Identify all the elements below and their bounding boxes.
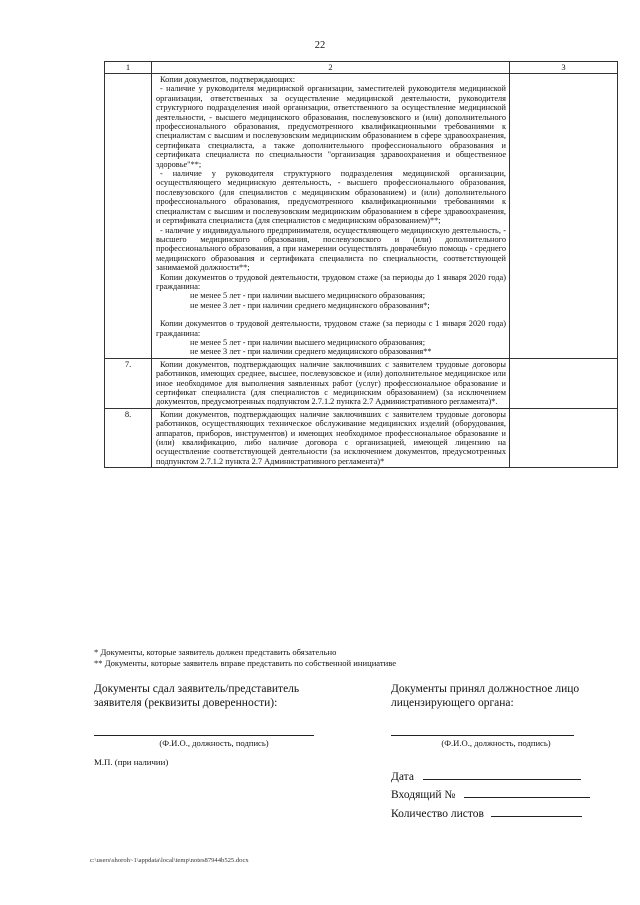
description-paragraph: не менее 3 лет - при наличии среднего медицинского образования*; (190, 300, 430, 310)
column-header-3: 3 (510, 62, 618, 74)
table-row (105, 408, 618, 467)
description-paragraph: Копии документов, подтверждающих: (160, 75, 296, 84)
notes-cell (510, 74, 618, 359)
description-paragraph: Копии документов о трудовой деятельности, трудовом стаже (за периоды с 1 января 2020 года) гражданина: (156, 319, 506, 338)
description-paragraph: - наличие у руководителя медицинской организации, заместителей руководителя медицинской организации, ответственных за осуществление медицинской деятельности, руководителя структурного подразделения иной организации, ответственного за осуществление медицинской деятельности, - высшего медицинского образования, послевузовского и (или) дополнительного профессионального образования, предусмотренного квалификационными требованиями к специалистам с высшим и послевузовским медицинским образованием в сфере здравоохранения, сертификата специалиста, а также дополнительного профессионального образования и сертификата специалиста по специальности "организация здравоохранения и общественное здоровье"**; (156, 84, 506, 169)
date-line (423, 768, 581, 780)
row-number: 8. (105, 408, 152, 467)
footnote-required: * Документы, которые заявитель должен представить обязательно (94, 647, 337, 657)
table-row (105, 358, 618, 408)
table-header-row (105, 62, 618, 74)
row-number (105, 74, 152, 359)
date-label: Дата (391, 771, 414, 783)
incoming-number-field (391, 786, 590, 801)
file-path: c:\users\shoroh~1\appdata\local\temp\notes87944b525.docx (90, 857, 249, 864)
notes-cell (510, 358, 618, 408)
row-number: 7. (105, 358, 152, 408)
received-by-caption: (Ф.И.О., должность, подпись) (441, 738, 551, 748)
submitted-by-label: Документы сдал заявитель/представитель заявителя (реквизиты доверенности): (94, 683, 300, 709)
incoming-number-line (464, 786, 590, 798)
description-paragraph: Копии документов, подтверждающих наличие заключивших с заявителем трудовые договоры работников, осуществляющих техническое обслуживание медицинских изделий (оборудования, аппаратов, приборов, инструментов) и имеющих необходимое профессиональное образование и (или) квалификацию, либо наличие договора с организацией, имеющей лицензию на осуществление соответствующей деятельности (за исключением документов, предусмотренных подпунктом 2.7.1.2 пункта 2.7 Административного регламента)* (156, 409, 506, 466)
column-header-1: 1 (105, 62, 152, 74)
sheets-count-line (491, 805, 582, 817)
description-paragraph: не менее 5 лет - при наличии высшего медицинского образования; (190, 337, 425, 347)
description-paragraph: не менее 5 лет - при наличии высшего медицинского образования; (190, 291, 425, 301)
notes-cell (510, 408, 618, 467)
description-paragraph: - наличие у индивидуального предпринимателя, осуществляющего медицинскую деятельность, - высшего медицинского образования, послевузовского и (или) дополнительного профессионального образования, а при намерении осуществлять доврачебную помощь - среднего медицинского образования и сертификата специалиста по специальности, соответствующей занимаемой должности**; (156, 225, 506, 273)
document-description-cell (152, 408, 510, 467)
date-field (391, 768, 581, 783)
description-paragraph: Копии документов, подтверждающих наличие заключивших с заявителем трудовые договоры работников, имеющих среднее, высшее, послевузовское и (или) дополнительное медицинское или иное необходимое для выполнения заявленных работ (услуг) профессиональное образование и сертификат специалиста (для специалистов с медицинским образованием) (за исключением документов, предусмотренных подпунктом 2.7.1.2 пункта 2.7 Административного регламента)*. (156, 359, 506, 407)
footnote-optional: ** Документы, которые заявитель вправе представить по собственной инициативе (94, 658, 397, 668)
submitted-by-signature-line (94, 735, 314, 736)
footnotes (94, 647, 614, 669)
table-row (105, 74, 618, 359)
description-paragraph: - наличие у руководителя структурного подразделения медицинской организации, осуществляющего медицинскую деятельность, - высшего профессионального образования, послевузовского (для специалистов с медицинским образованием) и (или) дополнительного профессионального образования, предусмотренного квалификационными требованиями к специалистам с высшим и послевузовским медицинским образованием в сфере здравоохранения, и сертификата специалиста (для специалистов с медицинским образованием)**; (156, 169, 506, 226)
sheets-count-field (391, 805, 582, 820)
incoming-number-label: Входящий № (391, 789, 456, 801)
submitted-by-caption: (Ф.И.О., должность, подпись) (159, 738, 269, 748)
received-by-signature-line (391, 735, 574, 736)
description-paragraph: не менее 3 лет - при наличии среднего медицинского образования** (190, 347, 432, 357)
received-by-label: Документы принял должностное лицо лицензирующего органа: (391, 683, 580, 709)
page-number: 22 (314, 40, 326, 51)
document-description-cell (152, 358, 510, 408)
documents-table (104, 61, 618, 468)
paragraph-spacer (156, 310, 506, 319)
column-header-2: 2 (152, 62, 510, 74)
sheets-count-label: Количество листов (391, 808, 484, 820)
document-description-cell (152, 74, 510, 359)
description-paragraph: Копии документов о трудовой деятельности, трудовом стаже (за периоды до 1 января 2020 года) гражданина: (156, 272, 506, 291)
stamp-label: М.П. (при наличии) (94, 757, 169, 767)
